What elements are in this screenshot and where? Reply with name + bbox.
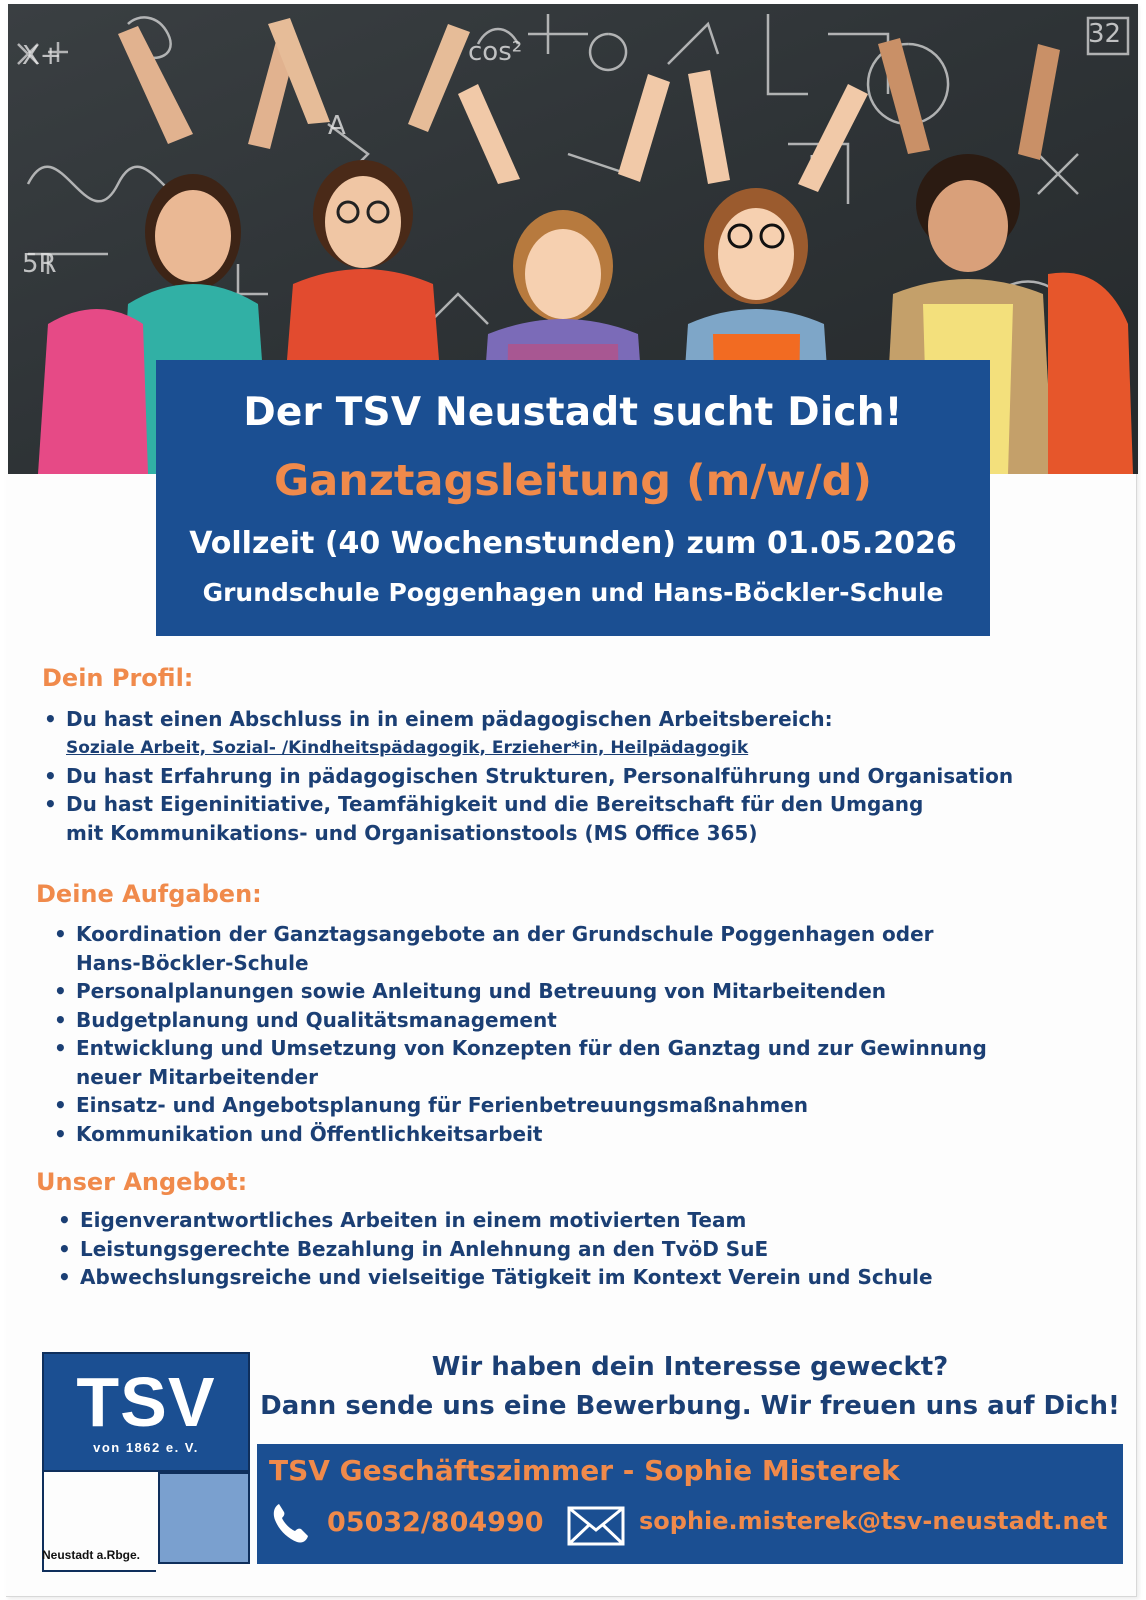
profil-subline: Soziale Arbeit, Sozial- /Kindheitspädagogik, Erzieher*in, Heilpädagogik xyxy=(66,737,749,758)
list-item: • Kommunikation und Öffentlichkeitsarbeit xyxy=(52,1120,1052,1149)
list-item: • Entwicklung und Umsetzung von Konzepten für den Ganztag und zur Gewinnung neuer Mitarbeitender xyxy=(52,1034,1056,1091)
svg-text:A: A xyxy=(328,111,346,141)
logo-name: TSV xyxy=(76,1363,216,1441)
list-item: • Budgetplanung und Qualitätsmanagement xyxy=(52,1006,1052,1035)
list-item: • Koordination der Ganztagsangebote an der Grundschule Poggenhagen oder Hans-Böckler-Schule xyxy=(52,920,936,977)
logo-place: Neustadt a.Rbge. xyxy=(42,1548,141,1562)
aufgaben-heading: Deine Aufgaben: xyxy=(36,880,262,908)
svg-text:cos²: cos² xyxy=(468,37,523,67)
svg-text:X+: X+ xyxy=(22,41,62,71)
header-title: Der TSV Neustadt sucht Dich! xyxy=(243,390,903,435)
list-item: • Du hast einen Abschluss in in einem pädagogischen Arbeitsbereich: Soziale Arbeit, Sozial- /Kindheitspädagogik, Erzieher*in, Heilpädagogik xyxy=(42,705,1102,762)
cta-line-1: Wir haben dein Interesse geweckt? xyxy=(431,1352,949,1382)
angebot-heading: Unser Angebot: xyxy=(36,1168,248,1196)
aufgaben-list xyxy=(52,920,1052,1148)
profil-heading: Dein Profil: xyxy=(42,664,194,692)
list-item: • Einsatz- und Angebotsplanung für Ferienbetreuungsmaßnahmen xyxy=(52,1091,1052,1120)
logo-year: von 1862 e. V. xyxy=(93,1440,199,1455)
mail-icon xyxy=(567,1506,625,1546)
list-item: • Du hast Eigeninitiative, Teamfähigkeit und die Bereitschaft für den Umgang mit Kommunikations- und Organisationstools (MS Office 365) xyxy=(42,790,946,847)
logo-main-block xyxy=(42,1352,250,1472)
list-item: • Abwechslungsreiche und vielseitige Tätigkeit im Kontext Verein und Schule xyxy=(56,1263,1056,1292)
svg-text:5R: 5R xyxy=(22,249,57,279)
contact-email[interactable]: sophie.misterek@tsv-neustadt.net xyxy=(639,1507,1108,1535)
profil-list xyxy=(42,705,1102,847)
list-item: • Du hast Erfahrung in pädagogischen Strukturen, Personalführung und Organisation xyxy=(42,762,1102,791)
logo-square xyxy=(158,1472,250,1564)
list-item: • Eigenverantwortliches Arbeiten in einem motivierten Team xyxy=(56,1206,1056,1235)
svg-text:32: 32 xyxy=(1088,19,1122,49)
list-item: • Leistungsgerechte Bezahlung in Anlehnung an den TvöD SuE xyxy=(56,1235,1056,1264)
phone-icon xyxy=(271,1502,309,1544)
job-hours: Vollzeit (40 Wochenstunden) zum 01.05.2026 xyxy=(189,526,957,561)
header-box xyxy=(156,360,990,636)
angebot-list xyxy=(56,1206,1056,1292)
cta-line-2: Dann sende uns eine Bewerbung. Wir freuen uns auf Dich! xyxy=(260,1391,1120,1421)
job-title: Ganztagsleitung (m/w/d) xyxy=(273,456,873,506)
contact-box xyxy=(257,1444,1123,1564)
job-schools: Grundschule Poggenhagen und Hans-Böckler-Schule xyxy=(202,578,944,607)
contact-title: TSV Geschäftszimmer - Sophie Misterek xyxy=(269,1454,900,1487)
contact-phone[interactable]: 05032/804990 xyxy=(327,1507,544,1538)
tsv-logo xyxy=(42,1352,250,1572)
list-item: • Personalplanungen sowie Anleitung und Betreuung von Mitarbeitenden xyxy=(52,977,1052,1006)
